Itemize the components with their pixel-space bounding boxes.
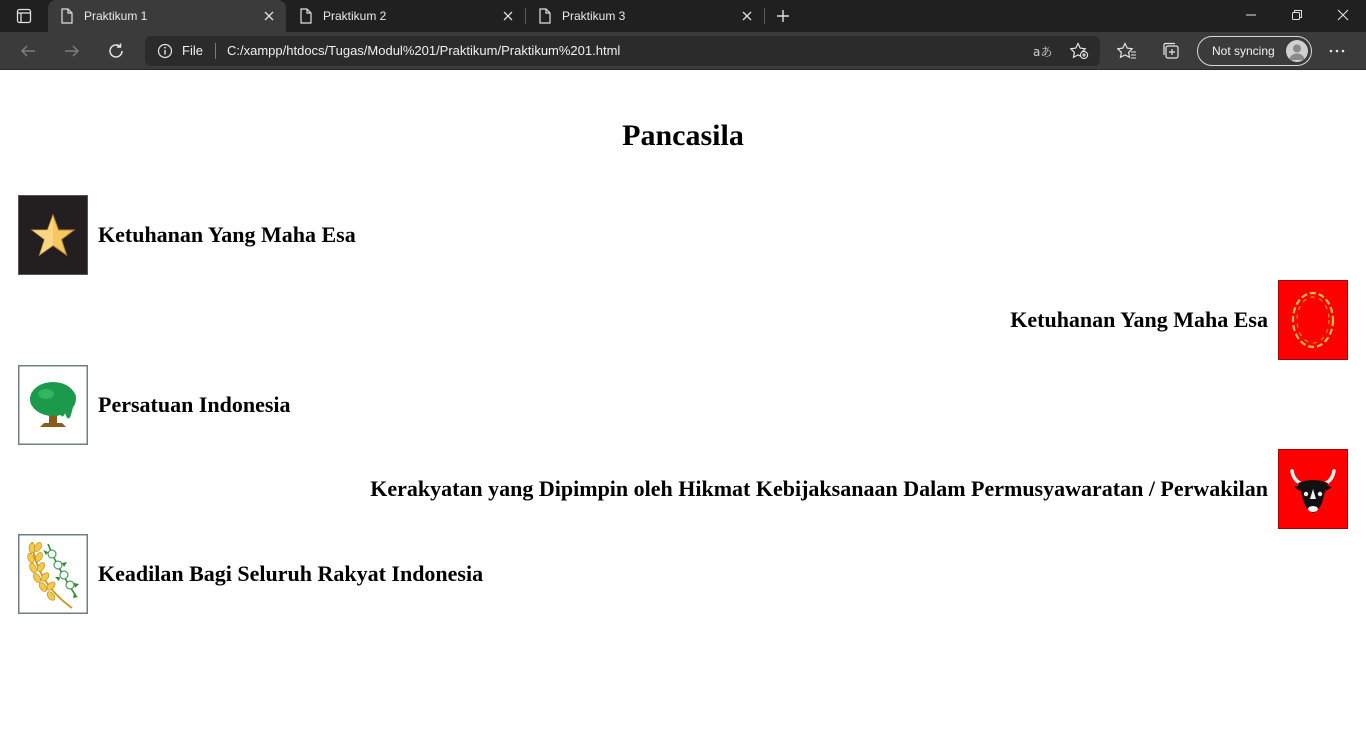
collections-icon[interactable] [1161, 41, 1181, 61]
read-aloud-icon[interactable]: aあ [1033, 45, 1053, 59]
restore-icon[interactable] [1274, 0, 1320, 30]
forward-icon[interactable] [57, 37, 87, 65]
close-window-icon[interactable] [1320, 0, 1366, 30]
star-icon [18, 195, 88, 275]
profile-sync-button[interactable] [1197, 36, 1312, 66]
sila-text: Ketuhanan Yang Maha Esa [98, 222, 356, 247]
sila-row-2 [1010, 280, 1348, 360]
avatar-icon [1286, 40, 1308, 62]
sila-row-3 [18, 365, 291, 445]
browser-toolbar [0, 32, 1366, 70]
sila-row-4 [370, 449, 1348, 529]
url-text[interactable]: C:/xampp/htdocs/Tugas/Modul%201/Praktikum/Praktikum%201.html [227, 43, 621, 58]
close-tab-icon[interactable] [501, 9, 515, 23]
address-bar[interactable] [145, 36, 1100, 66]
refresh-icon[interactable] [101, 37, 131, 65]
page-title: Pancasila [622, 119, 744, 152]
add-favorite-icon[interactable] [1069, 42, 1089, 64]
minimize-icon[interactable] [1228, 0, 1274, 30]
more-options-icon[interactable] [1326, 41, 1348, 61]
tab-title: Praktikum 1 [84, 9, 148, 23]
favorites-icon[interactable] [1117, 41, 1137, 61]
new-tab-icon[interactable] [770, 4, 796, 28]
sila-text: Kerakyatan yang Dipimpin oleh Hikmat Kebijaksanaan Dalam Permusyawaratan / Perwakilan [370, 476, 1268, 501]
tab-praktikum-2[interactable] [287, 0, 525, 32]
sila-text: Ketuhanan Yang Maha Esa [1010, 307, 1268, 332]
sila-row-5 [18, 534, 483, 614]
tab-praktikum-3[interactable] [526, 0, 764, 32]
tab-strip [0, 0, 1366, 32]
tab-praktikum-1[interactable] [48, 0, 286, 32]
chain-icon [1278, 280, 1348, 360]
close-tab-icon[interactable] [262, 9, 276, 23]
document-icon [538, 8, 552, 27]
address-divider [215, 43, 216, 59]
tab-separator [764, 8, 765, 24]
bull-head-icon [1278, 449, 1348, 529]
page-viewport [0, 71, 1366, 732]
document-icon [299, 8, 313, 27]
tab-actions-icon[interactable] [10, 3, 38, 29]
sila-text: Keadilan Bagi Seluruh Rakyat Indonesia [98, 561, 484, 586]
rice-cotton-icon [18, 534, 88, 614]
sila-row-1 [18, 195, 356, 275]
info-icon[interactable] [157, 43, 173, 63]
sync-status-label: Not syncing [1212, 44, 1275, 58]
tab-title: Praktikum 3 [562, 9, 626, 23]
scheme-label: File [182, 43, 203, 58]
document-icon [60, 8, 74, 27]
tab-title: Praktikum 2 [323, 9, 387, 23]
back-icon[interactable] [13, 37, 43, 65]
sila-text: Persatuan Indonesia [98, 392, 291, 417]
banyan-tree-icon [18, 365, 88, 445]
close-tab-icon[interactable] [740, 9, 754, 23]
